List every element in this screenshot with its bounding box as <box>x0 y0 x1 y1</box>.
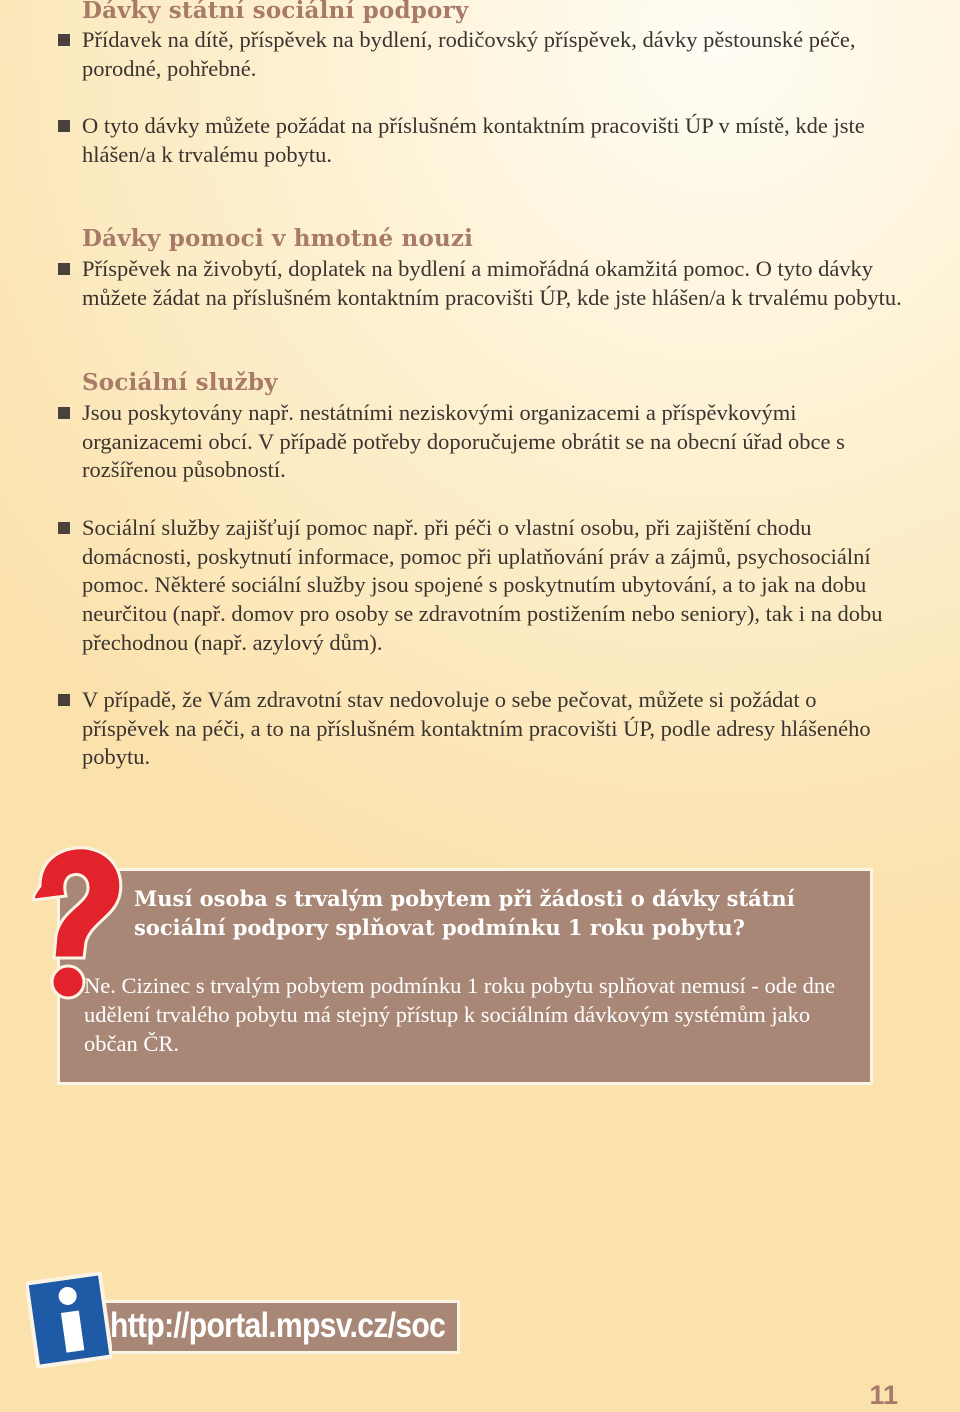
bullet-marker <box>58 34 70 46</box>
paragraph-material-need: Příspěvek na živobytí, doplatek na bydlení a mimořádná okamžitá pomoc. O tyto dávky můžete žádat na příslušném kontaktním pracovišti ÚP, kde jste hlášen/a k trvalému pobytu. <box>82 256 902 310</box>
bullet-marker <box>58 694 70 706</box>
info-icon <box>26 1272 112 1368</box>
heading-social-services: Sociální služby <box>82 369 278 396</box>
paragraph-care-allowance: V případě, že Vám zdravotní stav nedovoluje o sebe pečovat, můžete si požádat o příspěvek na péči, a to na příslušném kontaktním pracovišti ÚP, podle adresy hlášeného pobytu. <box>82 687 871 770</box>
heading-state-benefits: Dávky státní sociální podpory <box>82 0 469 24</box>
heading-material-need-benefits: Dávky pomoci v hmotné nouzi <box>82 225 474 252</box>
bullet-marker <box>58 120 70 132</box>
qa-question: Musí osoba s trvalým pobytem při žádosti o dávky státní sociální podpory splňovat podmínku 1 roku pobytu? <box>134 886 795 940</box>
paragraph-state-benefits-where: O tyto dávky můžete požádat na příslušném kontaktním pracovišti ÚP v místě, kde jste hlášen/a k trvalému pobytu. <box>82 113 865 167</box>
bullet-marker <box>58 522 70 534</box>
bullet-marker <box>58 263 70 275</box>
portal-link[interactable]: http://portal.mpsv.cz/soc <box>110 1306 446 1345</box>
paragraph-social-services-scope: Sociální služby zajišťují pomoc např. při péči o vlastní osobu, při zajištění chodu domácnosti, poskytnutí informace, pomoc při uplatňování práv a zájmů, psychosociální pomoc. Některé sociální služby jsou spojené s poskytnutím ubytování, a to jak na dobu neurčitou (např. domov pro osoby se zdravotním postižením nebo seniory), tak i na dobu přechodnou (např. azylový dům). <box>82 515 883 655</box>
page-number: 11 <box>869 1380 898 1410</box>
qa-answer: Ne. Cizinec s trvalým pobytem podmínku 1 roku pobytu splňovat nemusí - ode dne udělení trvalého pobytu má stejný přístup k sociálním dávkovým systémům jako občan ČR. <box>84 973 836 1056</box>
paragraph-social-services-providers: Jsou poskytovány např. nestátními neziskovými organizacemi a příspěvkovými organizacemi obcí. V případě potřeby doporučujeme obrátit se na obecní úřad obce s rozšířenou působností. <box>82 400 845 483</box>
bullet-marker <box>58 407 70 419</box>
paragraph-state-benefits-list: Přídavek na dítě, příspěvek na bydlení, rodičovský příspěvek, dávky pěstounské péče, porodné, pohřebné. <box>82 27 856 81</box>
